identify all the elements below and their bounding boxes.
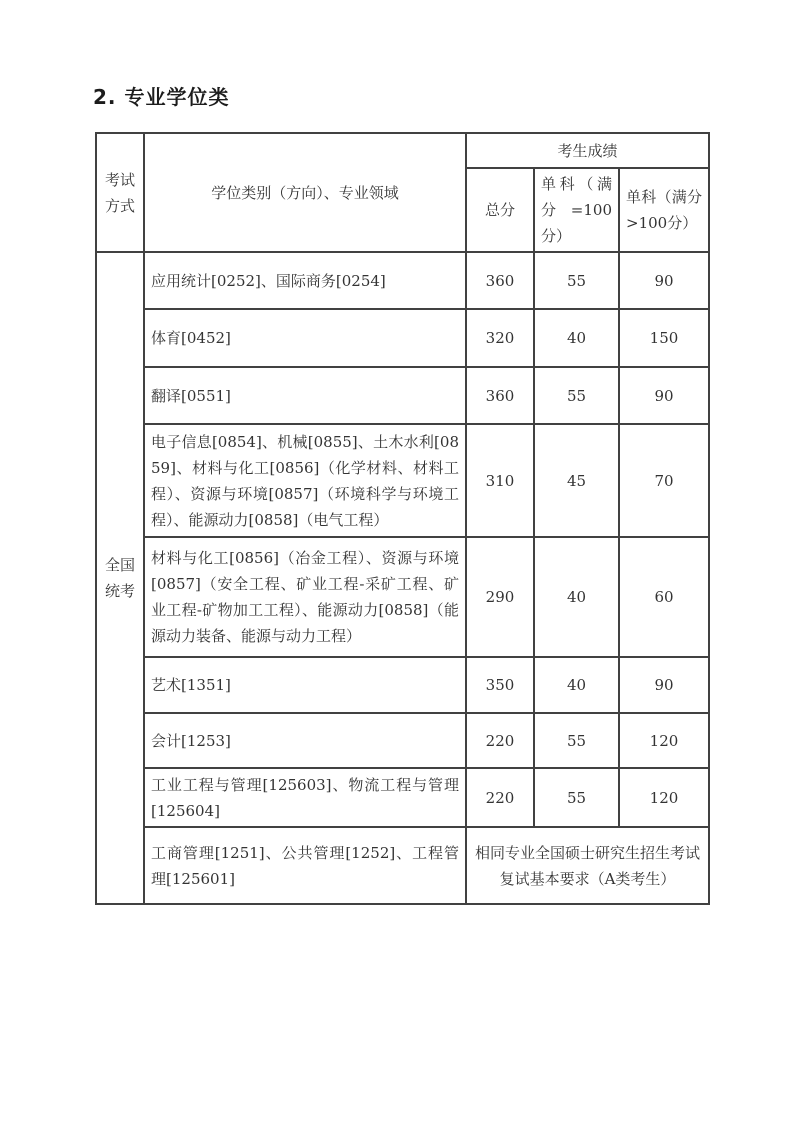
table-row <box>96 252 709 309</box>
single-over-100-cell: 90 <box>619 367 709 424</box>
category-cell: 应用统计[0252]、国际商务[0254] <box>144 252 466 309</box>
single-100-cell: 40 <box>534 657 619 713</box>
single-over-100-cell: 90 <box>619 657 709 713</box>
table-row <box>96 768 709 827</box>
single-100-cell: 55 <box>534 367 619 424</box>
table-row <box>96 827 709 904</box>
single-over-100-cell: 70 <box>619 424 709 537</box>
category-cell: 会计[1253] <box>144 713 466 768</box>
single-over-100-cell: 90 <box>619 252 709 309</box>
table-row <box>96 537 709 657</box>
total-score-cell: 350 <box>466 657 534 713</box>
single-100-cell: 55 <box>534 252 619 309</box>
table-header-row-1 <box>96 133 709 168</box>
header-degree-category: 学位类别（方向）、专业领域 <box>144 133 466 252</box>
total-score-cell: 360 <box>466 252 534 309</box>
score-table <box>95 132 710 905</box>
single-100-cell: 40 <box>534 537 619 657</box>
total-score-cell: 310 <box>466 424 534 537</box>
single-over-100-cell: 120 <box>619 768 709 827</box>
table-row <box>96 424 709 537</box>
single-100-cell: 40 <box>534 309 619 367</box>
merged-note-cell: 相同专业全国硕士研究生招生考试复试基本要求（A类考生） <box>466 827 709 904</box>
header-exam-method: 考试方式 <box>96 133 144 252</box>
header-candidate-score: 考生成绩 <box>466 133 709 168</box>
total-score-cell: 320 <box>466 309 534 367</box>
category-cell: 电子信息[0854]、机械[0855]、土木水利[0859]、材料与化工[0856]（化学材料、材料工程）、资源与环境[0857]（环境科学与环境工程）、能源动力[0858]（电气工程） <box>144 424 466 537</box>
single-over-100-cell: 60 <box>619 537 709 657</box>
single-100-cell: 45 <box>534 424 619 537</box>
single-100-cell: 55 <box>534 713 619 768</box>
table-row <box>96 713 709 768</box>
header-total-score: 总分 <box>466 168 534 252</box>
total-score-cell: 360 <box>466 367 534 424</box>
table-row <box>96 309 709 367</box>
category-cell: 工业工程与管理[125603]、物流工程与管理[125604] <box>144 768 466 827</box>
header-single-over-100: 单科（满分>100分） <box>619 168 709 252</box>
section-title: 2. 专业学位类 <box>93 85 230 109</box>
total-score-cell: 290 <box>466 537 534 657</box>
category-cell: 体育[0452] <box>144 309 466 367</box>
exam-method-value: 全国统考 <box>96 252 144 904</box>
total-score-cell: 220 <box>466 768 534 827</box>
single-over-100-cell: 120 <box>619 713 709 768</box>
category-cell: 翻译[0551] <box>144 367 466 424</box>
category-cell: 工商管理[1251]、公共管理[1252]、工程管理[125601] <box>144 827 466 904</box>
category-cell: 材料与化工[0856]（冶金工程）、资源与环境[0857]（安全工程、矿业工程-采矿工程、矿业工程-矿物加工工程）、能源动力[0858]（能源动力装备、能源与动力工程） <box>144 537 466 657</box>
table-row <box>96 657 709 713</box>
total-score-cell: 220 <box>466 713 534 768</box>
table-row <box>96 367 709 424</box>
single-over-100-cell: 150 <box>619 309 709 367</box>
single-100-cell: 55 <box>534 768 619 827</box>
header-single-full-100: 单科（满分=100分） <box>534 168 619 252</box>
category-cell: 艺术[1351] <box>144 657 466 713</box>
